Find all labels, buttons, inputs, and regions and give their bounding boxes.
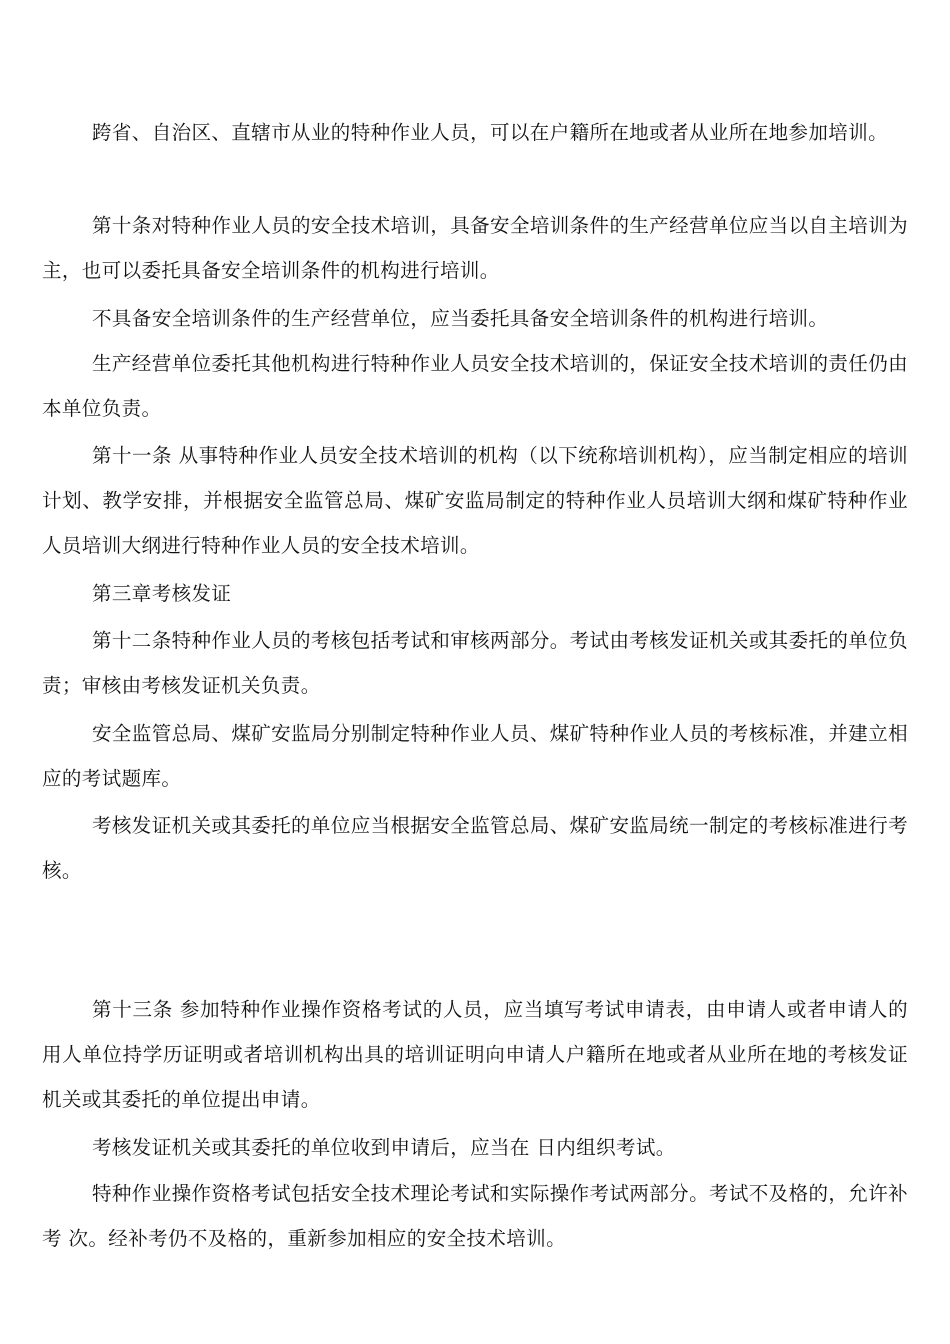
paragraph-article-10: 第十条对特种作业人员的安全技术培训，具备安全培训条件的生产经营单位应当以自主培训为主，也可以委托具备安全培训条件的机构进行培训。 xyxy=(42,214,908,282)
paragraph-article-13: 第十三条 参加特种作业操作资格考试的人员，应当填写考试申请表，由申请人或者申请人的用人单位持学历证明或者培训机构出具的培训证明向申请人户籍所在地或者从业所在地的考核发证机关或其委托的单位提出申请。 xyxy=(42,998,908,1111)
paragraph-unqualified-units: 不具备安全培训条件的生产经营单位，应当委托具备安全培训条件的机构进行培训。 xyxy=(92,307,829,330)
paragraph-assessment-basis: 考核发证机关或其委托的单位应当根据安全监管总局、煤矿安监局统一制定的考核标准进行考核。 xyxy=(42,814,908,882)
chapter-heading: 第三章考核发证 xyxy=(92,582,232,605)
paragraph-assessment-standards: 安全监管总局、煤矿安监局分别制定特种作业人员、煤矿特种作业人员的考核标准，并建立相应的考试题库。 xyxy=(42,722,908,790)
paragraph-article-11: 第十一条 从事特种作业人员安全技术培训的机构（以下统称培训机构），应当制定相应的培训计划、教学安排，并根据安全监管总局、煤矿安监局制定的特种作业人员培训大纲和煤矿特种作业人员培训大纲进行特种作业人员的安全技术培训。 xyxy=(42,444,908,557)
paragraph-entrusted-training: 生产经营单位委托其他机构进行特种作业人员安全技术培训的，保证安全技术培训的责任仍由本单位负责。 xyxy=(42,352,908,420)
paragraph-cross-province-training: 跨省、自治区、直辖市从业的特种作业人员，可以在户籍所在地或者从业所在地参加培训。 xyxy=(92,121,889,144)
paragraph-exam-scheduling: 考核发证机关或其委托的单位收到申请后，应当在 日内组织考试。 xyxy=(92,1136,676,1159)
paragraph-exam-components: 特种作业操作资格考试包括安全技术理论考试和实际操作考试两部分。考试不及格的，允许补考 次。经补考仍不及格的，重新参加相应的安全技术培训。 xyxy=(42,1182,908,1250)
paragraph-article-12: 第十二条特种作业人员的考核包括考试和审核两部分。考试由考核发证机关或其委托的单位负责；审核由考核发证机关负责。 xyxy=(42,629,908,697)
